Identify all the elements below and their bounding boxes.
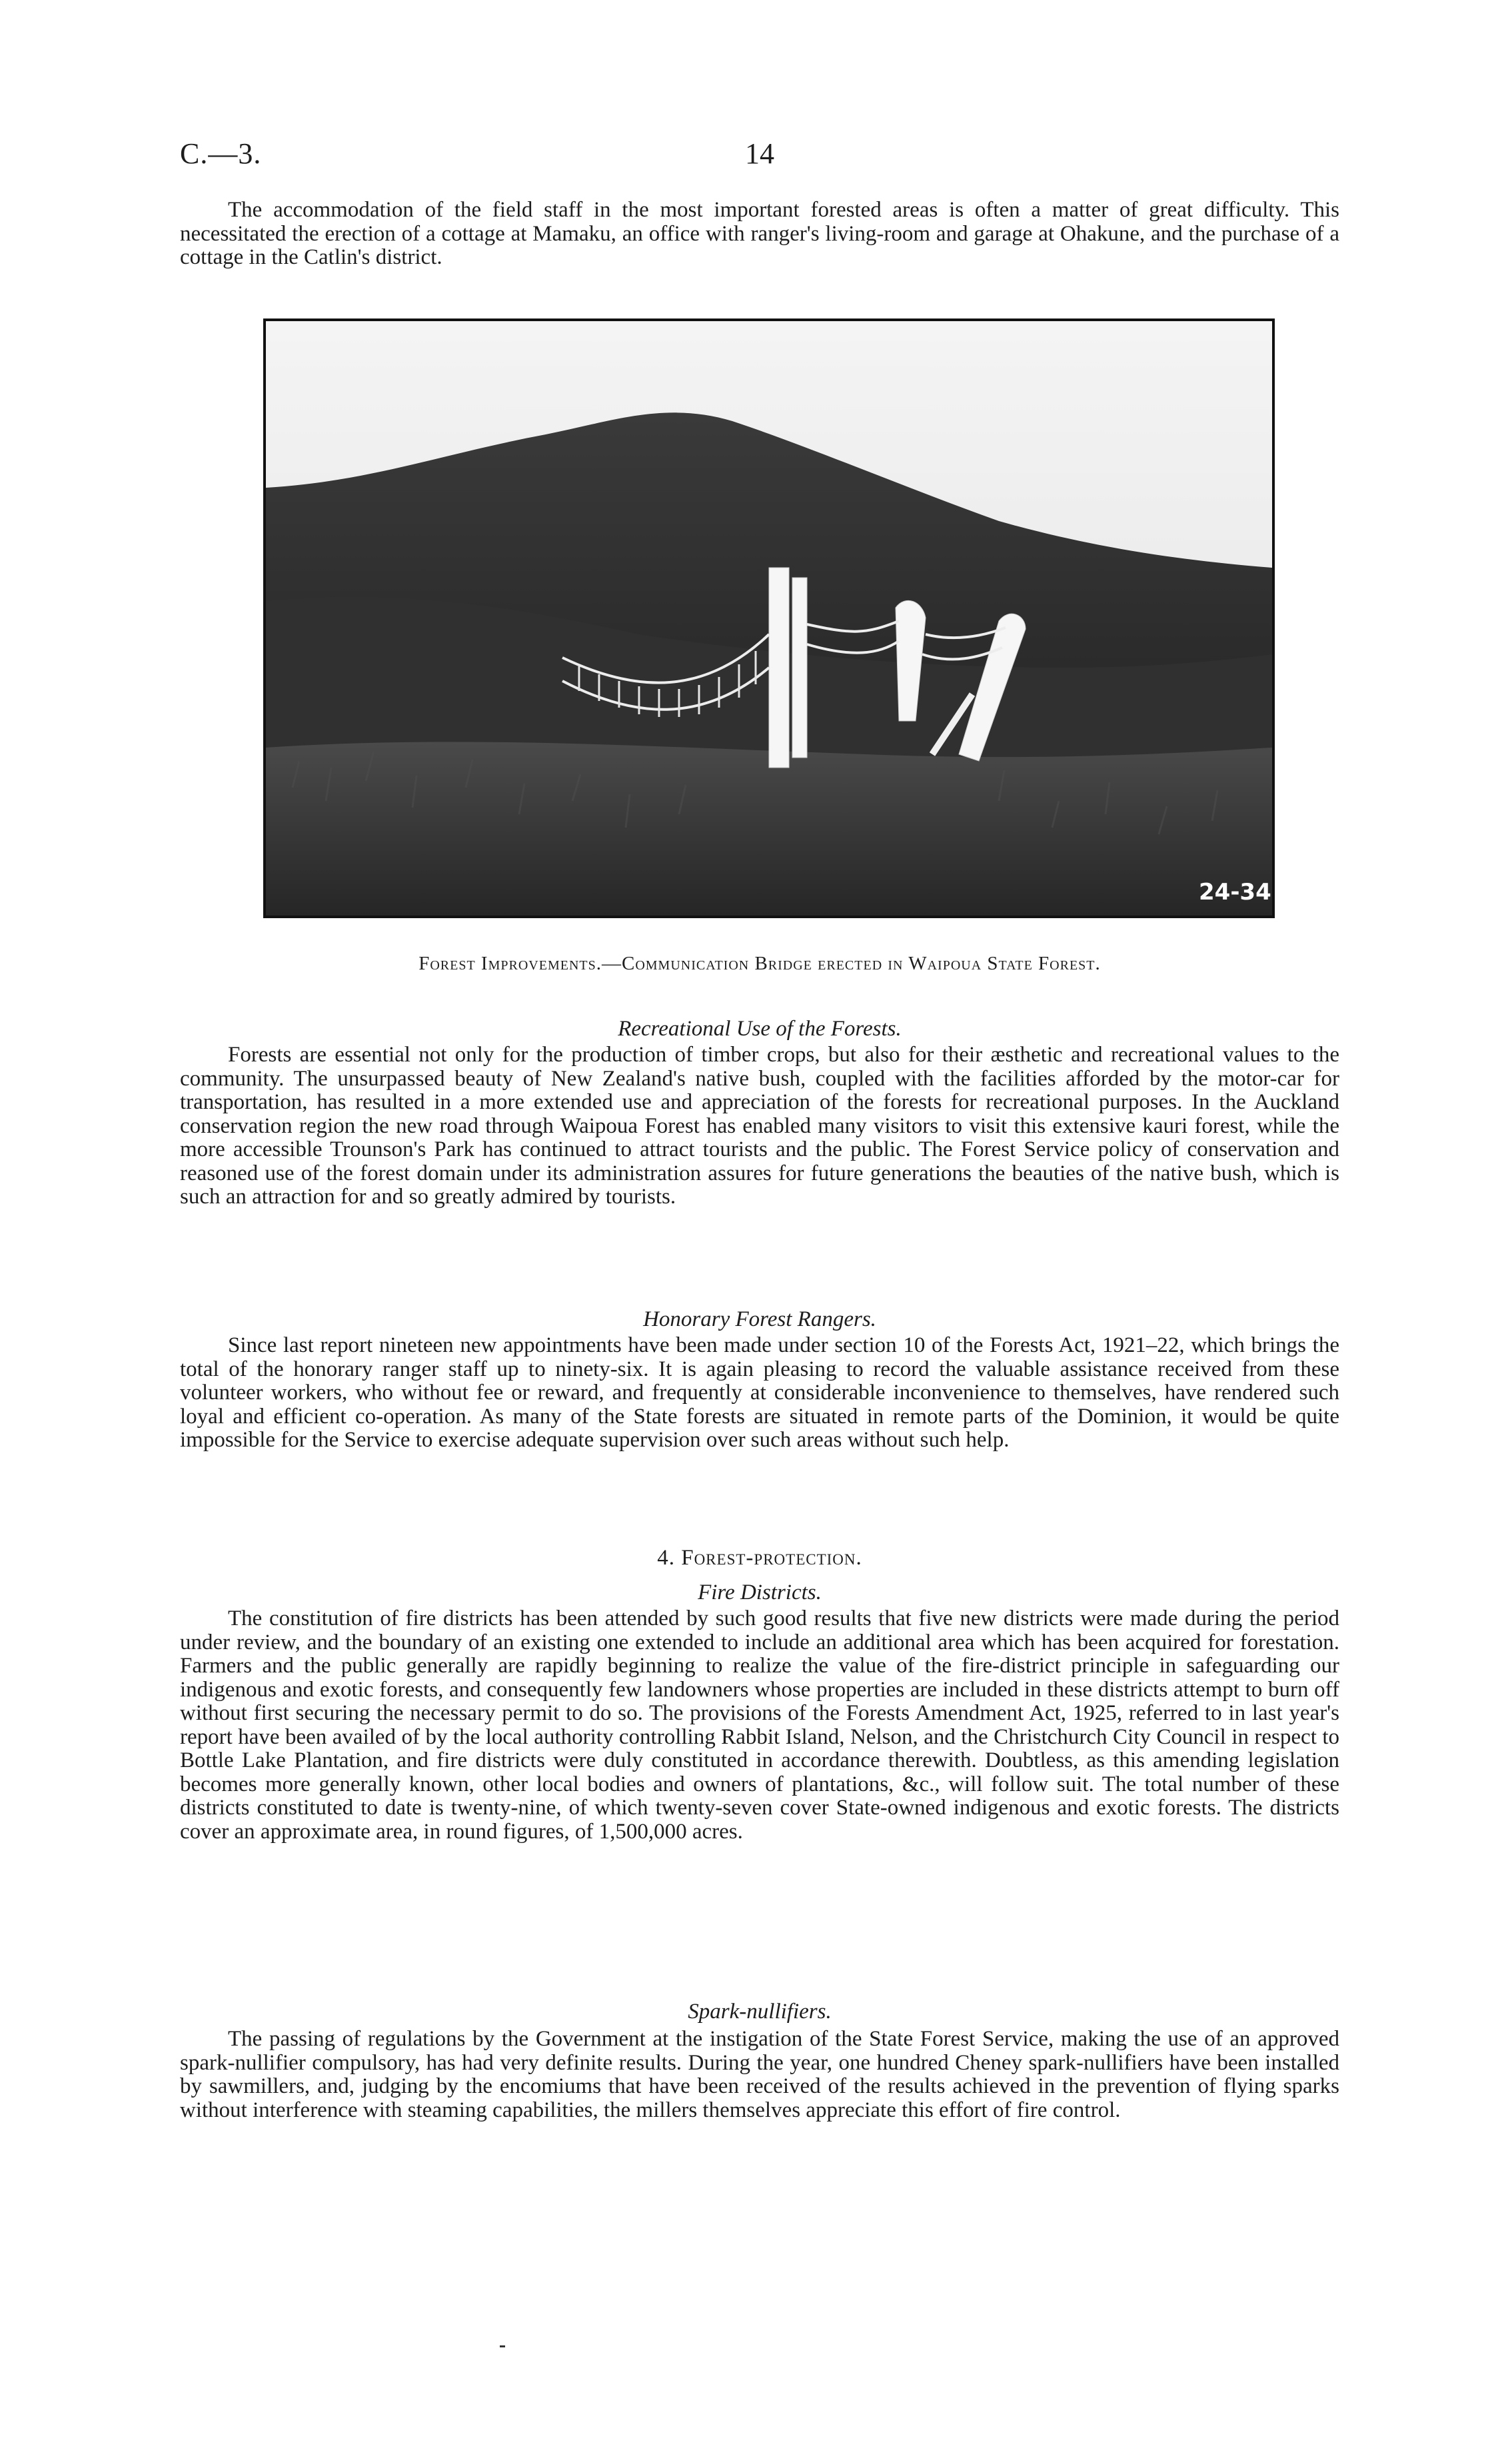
fire-districts-paragraph: The constitution of fire districts has been attended by such good results that five new districts were made during the period under review, and the boundary of an existing one extended to include an additional area which has been acquired for forestation. Farmers and the public generally are rapidly beginning to realize the value of the fire-district principle in safeguarding our indigenous and exotic forests, and consequently few landowners whose properties are included in these districts attempt to burn off without first securing the necessary permit to do so. The provisions of the Forests Amendment Act, 1925, referred to in last year's report have been availed of by the local authority controlling Rabbit Island, Nelson, and the Christchurch City Council in respect to Bottle Lake Plantation, and fire districts were duly constituted in accordance therewith. Doubtless, as this amending legislation becomes more generally known, other local bodies and owners of plantations, &c., will follow suit. The total number of these districts constituted to date is twenty-nine, of which twenty-seven cover State-owned indigenous and exotic forests. The districts cover an approximate area, in round figures, of 1,500,000 acres. <box>180 1606 1339 1844</box>
plate-number: 24-34 <box>1199 879 1271 906</box>
photo-illustration <box>266 321 1272 916</box>
fire-districts-heading: Fire Districts. <box>698 1580 822 1604</box>
intro-paragraph: The accommodation of the field staff in the most important forested areas is often a matter of great difficulty. This necessitated the erection of a cottage at Mamaku, an office with ranger's living-room and garage at Ohakune, and the purchase of a cottage in the Catlin's district. <box>180 198 1339 269</box>
forest-protection-heading: 4. Forest-protection. <box>657 1546 862 1570</box>
page-header <box>180 137 1339 177</box>
spark-nullifiers-heading: Spark-nullifiers. <box>688 2000 832 2024</box>
figure-caption: Forest Improvements.—Communication Bridge erected in Waipoua State Forest. <box>418 953 1101 974</box>
fire-districts-section <box>180 1607 1339 1844</box>
bridge-photograph <box>263 318 1275 918</box>
page-mark <box>500 2345 505 2347</box>
rangers-heading: Honorary Forest Rangers. <box>643 1307 876 1331</box>
spark-nullifiers-paragraph: The passing of regulations by the Government at the instigation of the State Forest Service, making the use of an approved spark-nullifier compulsory, has had very definite results. During the year, one hundred Cheney spark-nullifiers have been installed by sawmillers, and, judging by the encomiums that have been received of the results achieved in the prevention of flying sparks without interference with steaming capabilities, the millers themselves appreciate this effort of fire control. <box>180 2027 1339 2122</box>
document-reference: C.—3. <box>180 137 262 170</box>
recreational-paragraph: Forests are essential not only for the production of timber crops, but also for their æsthetic and recreational values to the community. The unsurpassed beauty of New Zealand's native bush, coupled with the facilities afforded by the motor-car for transportation, has resulted in a more extended use and appreciation of the forests for recreational purposes. In the Auckland conservation region the new road through Waipoua Forest has enabled many visitors to visit this extensive kauri forest, while the more accessible Trounson's Park has continued to attract tourists and the public. The Forest Service policy of conservation and reasoned use of the forest domain under its administration assures for future generations the beauties of the native bush, which is such an attraction for and so greatly admired by tourists. <box>180 1043 1339 1209</box>
recreational-section <box>180 1043 1339 1209</box>
page-number: 14 <box>745 137 774 170</box>
rangers-paragraph: Since last report nineteen new appointments have been made under section 10 of the Forests Act, 1921–22, which brings the total of the honorary ranger staff up to ninety-six. It is again pleasing to record the valuable assistance received from these volunteer workers, who without fee or reward, and frequently at considerable inconvenience to themselves, have rendered such loyal and efficient co-operation. As many of the State forests are situated in remote parts of the Dominion, it would be quite impossible for the Service to exercise adequate supervision over such areas without such help. <box>180 1333 1339 1452</box>
spark-nullifiers-section <box>180 2028 1339 2122</box>
recreational-heading: Recreational Use of the Forests. <box>618 1017 902 1041</box>
rangers-section <box>180 1334 1339 1453</box>
intro-block <box>180 199 1339 270</box>
